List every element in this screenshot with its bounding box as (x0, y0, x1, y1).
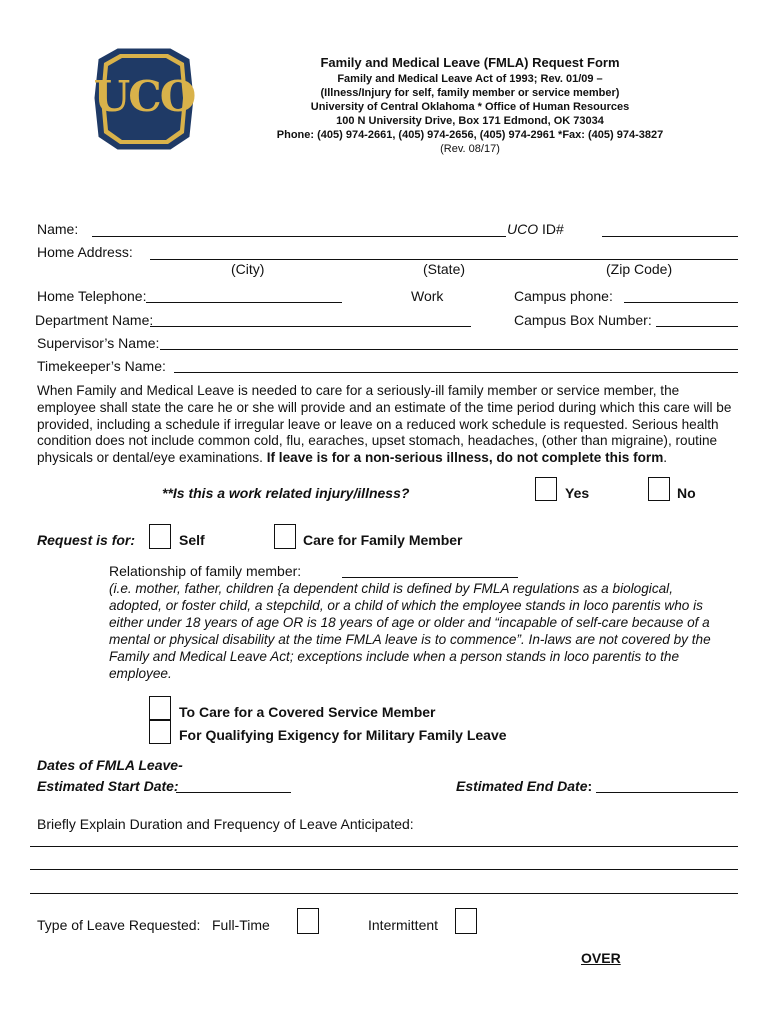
state-caption: (State) (423, 261, 466, 277)
revision-date: (Rev. 08/17) (440, 143, 500, 155)
name-label: Name: (37, 221, 79, 237)
department-name-label: Department Name: (35, 312, 154, 328)
family-member-definition: (i.e. mother, father, children {a dependent child is defined by FMLA regulations as a biological, adopted, or foster child, a stepchild, or a child of which the employee stands in loco parentis who is either under 18 years of age OR is 18 years of age or older and “incapable of self-care because of a mental or physical disability at the time FMLA leave is to commence”. In-laws are not covered by the Family and Medical Leave Act; exceptions include when a person stands in loco parentis to the employee. (109, 581, 711, 681)
city-caption: (City) (231, 261, 265, 277)
timekeeper-name-label: Timekeeper’s Name: (37, 358, 166, 374)
timekeeper-name-field[interactable] (174, 372, 738, 373)
notice-paragraph (37, 383, 739, 467)
uco-id-text: ID# (542, 221, 564, 237)
relationship-label: Relationship of family member: (109, 563, 302, 579)
uco-prefix: UCO (507, 221, 539, 237)
dates-heading: Dates of FMLA Leave- (37, 757, 183, 773)
supervisor-name-field[interactable] (160, 349, 738, 350)
work-related-question: **Is this a work related injury/illness? (162, 485, 410, 501)
department-name-field[interactable] (150, 326, 471, 327)
work-related-no-label: No (677, 485, 696, 501)
uco-id-field[interactable] (602, 236, 738, 237)
leave-type-label: Type of Leave Requested: (37, 917, 201, 933)
campus-box-label: Campus Box Number: (514, 312, 652, 328)
family-member-checkbox[interactable] (274, 524, 296, 549)
explain-label: Briefly Explain Duration and Frequency of Leave Anticipated: (37, 816, 414, 832)
notice-end: . (663, 450, 668, 466)
self-label: Self (179, 532, 205, 548)
relationship-field[interactable] (342, 577, 518, 578)
header-line-3: University of Central Oklahoma * Office of Human Resources (310, 101, 630, 113)
zip-caption: (Zip Code) (606, 261, 673, 277)
end-date-label (456, 778, 592, 794)
work-related-yes-checkbox[interactable] (535, 477, 557, 501)
header-line-1: Family and Medical Leave Act of 1993; Rev. 01/09 – (337, 73, 603, 85)
supervisor-name-label: Supervisor’s Name: (37, 335, 160, 351)
home-telephone-label: Home Telephone: (37, 288, 147, 304)
work-related-yes-label: Yes (565, 485, 590, 501)
header-line-2: (Illness/Injury for self, family member or service member) (320, 87, 620, 99)
explain-line-2[interactable] (30, 869, 738, 870)
end-date-colon: : (587, 778, 593, 794)
request-for-label: Request is for: (37, 532, 136, 548)
campus-box-field[interactable] (656, 326, 738, 327)
explain-line-1[interactable] (30, 846, 738, 847)
start-date-field[interactable] (176, 792, 291, 793)
full-time-checkbox[interactable] (297, 908, 319, 934)
covered-service-checkbox[interactable] (149, 696, 171, 720)
work-related-no-checkbox[interactable] (648, 477, 670, 501)
covered-service-label: To Care for a Covered Service Member (179, 704, 436, 720)
campus-phone-label: Campus phone: (514, 288, 613, 304)
work-label: Work (411, 288, 444, 304)
full-time-label: Full-Time (212, 917, 270, 933)
header-line-4: 100 N University Drive, Box 171 Edmond, OK 73034 (336, 115, 604, 127)
home-address-field[interactable] (150, 259, 738, 260)
exigency-checkbox[interactable] (149, 720, 171, 744)
end-date-text: Estimated End Date (456, 778, 588, 794)
over-label: OVER (581, 950, 621, 966)
header-line-5: Phone: (405) 974-2661, (405) 974-2656, (405) 974-2961 *Fax: (405) 974-3827 (276, 129, 664, 141)
home-address-label: Home Address: (37, 244, 133, 260)
intermittent-checkbox[interactable] (455, 908, 477, 934)
home-telephone-field[interactable] (146, 302, 342, 303)
uco-logo-text: UCO (93, 72, 195, 121)
notice-text: When Family and Medical Leave is needed to care for a seriously-ill family member or service member, the employee shall state the care he or she will provide and an estimate of the time period during which this care will be provided, including a schedule if irregular leave or leave on a reduced work schedule is requested. Serious health condition does not include common cold, flu, earaches, upset stomach, headaches, (other than migraine), routine physicals or dental/eye examinations. (37, 383, 732, 466)
self-checkbox[interactable] (149, 524, 171, 549)
uco-id-label (507, 221, 564, 237)
name-field[interactable] (92, 236, 506, 237)
exigency-label: For Qualifying Exigency for Military Family Leave (179, 727, 507, 743)
notice-bold-text: If leave is for a non-serious illness, do not complete this form (266, 450, 664, 466)
uco-logo (88, 42, 200, 156)
intermittent-label: Intermittent (368, 917, 439, 933)
family-member-label: Care for Family Member (303, 532, 463, 548)
start-date-label: Estimated Start Date: (37, 778, 179, 794)
explain-line-3[interactable] (30, 893, 738, 894)
end-date-field[interactable] (596, 792, 738, 793)
campus-phone-field[interactable] (624, 302, 738, 303)
form-title: Family and Medical Leave (FMLA) Request Form (320, 55, 620, 70)
